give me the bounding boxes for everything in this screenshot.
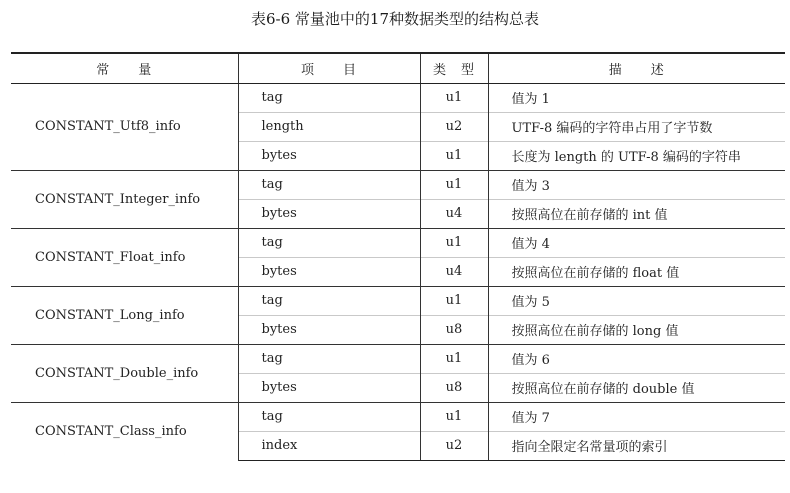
header-type: 类 型 <box>420 53 488 83</box>
item-cell: bytes <box>238 141 420 170</box>
type-cell: u8 <box>420 373 488 402</box>
item-cell: tag <box>238 286 420 315</box>
type-cell: u1 <box>420 228 488 257</box>
table-row <box>11 83 785 112</box>
table-row <box>11 402 785 431</box>
constant-pool-table <box>11 52 785 461</box>
type-cell: u1 <box>420 141 488 170</box>
constant-name: CONSTANT_Float_info <box>11 228 238 286</box>
description-cell: 按照高位在前存储的 float 值 <box>488 257 785 286</box>
item-cell: tag <box>238 344 420 373</box>
item-cell: bytes <box>238 373 420 402</box>
description-cell: 值为 4 <box>488 228 785 257</box>
constant-name: CONSTANT_Double_info <box>11 344 238 402</box>
type-cell: u4 <box>420 257 488 286</box>
header-item: 项 目 <box>238 53 420 83</box>
item-cell: bytes <box>238 199 420 228</box>
header-constant: 常 量 <box>11 53 238 83</box>
type-cell: u1 <box>420 402 488 431</box>
type-cell: u1 <box>420 344 488 373</box>
type-cell: u2 <box>420 431 488 460</box>
table-body <box>11 83 785 460</box>
table-caption: 表6-6 常量池中的17种数据类型的结构总表 <box>250 10 539 28</box>
constant-name: CONSTANT_Class_info <box>11 402 238 460</box>
constant-name: CONSTANT_Long_info <box>11 286 238 344</box>
description-cell: 长度为 length 的 UTF-8 编码的字符串 <box>488 141 785 170</box>
description-cell: 按照高位在前存储的 double 值 <box>488 373 785 402</box>
description-cell: UTF-8 编码的字符串占用了字节数 <box>488 112 785 141</box>
description-cell: 值为 1 <box>488 83 785 112</box>
header-description: 描 述 <box>488 53 785 83</box>
table-row <box>11 228 785 257</box>
header-row <box>11 53 785 83</box>
table-row <box>11 170 785 199</box>
type-cell: u1 <box>420 170 488 199</box>
type-cell: u1 <box>420 83 488 112</box>
constant-name: CONSTANT_Utf8_info <box>11 83 238 170</box>
description-cell: 指向全限定名常量项的索引 <box>488 431 785 460</box>
constant-name: CONSTANT_Integer_info <box>11 170 238 228</box>
description-cell: 按照高位在前存储的 long 值 <box>488 315 785 344</box>
table-row <box>11 344 785 373</box>
type-cell: u4 <box>420 199 488 228</box>
item-cell: index <box>238 431 420 460</box>
item-cell: bytes <box>238 257 420 286</box>
type-cell: u2 <box>420 112 488 141</box>
item-cell: tag <box>238 402 420 431</box>
description-cell: 值为 3 <box>488 170 785 199</box>
description-cell: 按照高位在前存储的 int 值 <box>488 199 785 228</box>
item-cell: tag <box>238 228 420 257</box>
description-cell: 值为 7 <box>488 402 785 431</box>
type-cell: u1 <box>420 286 488 315</box>
item-cell: bytes <box>238 315 420 344</box>
description-cell: 值为 6 <box>488 344 785 373</box>
type-cell: u8 <box>420 315 488 344</box>
description-cell: 值为 5 <box>488 286 785 315</box>
item-cell: tag <box>238 83 420 112</box>
item-cell: length <box>238 112 420 141</box>
table-row <box>11 286 785 315</box>
item-cell: tag <box>238 170 420 199</box>
